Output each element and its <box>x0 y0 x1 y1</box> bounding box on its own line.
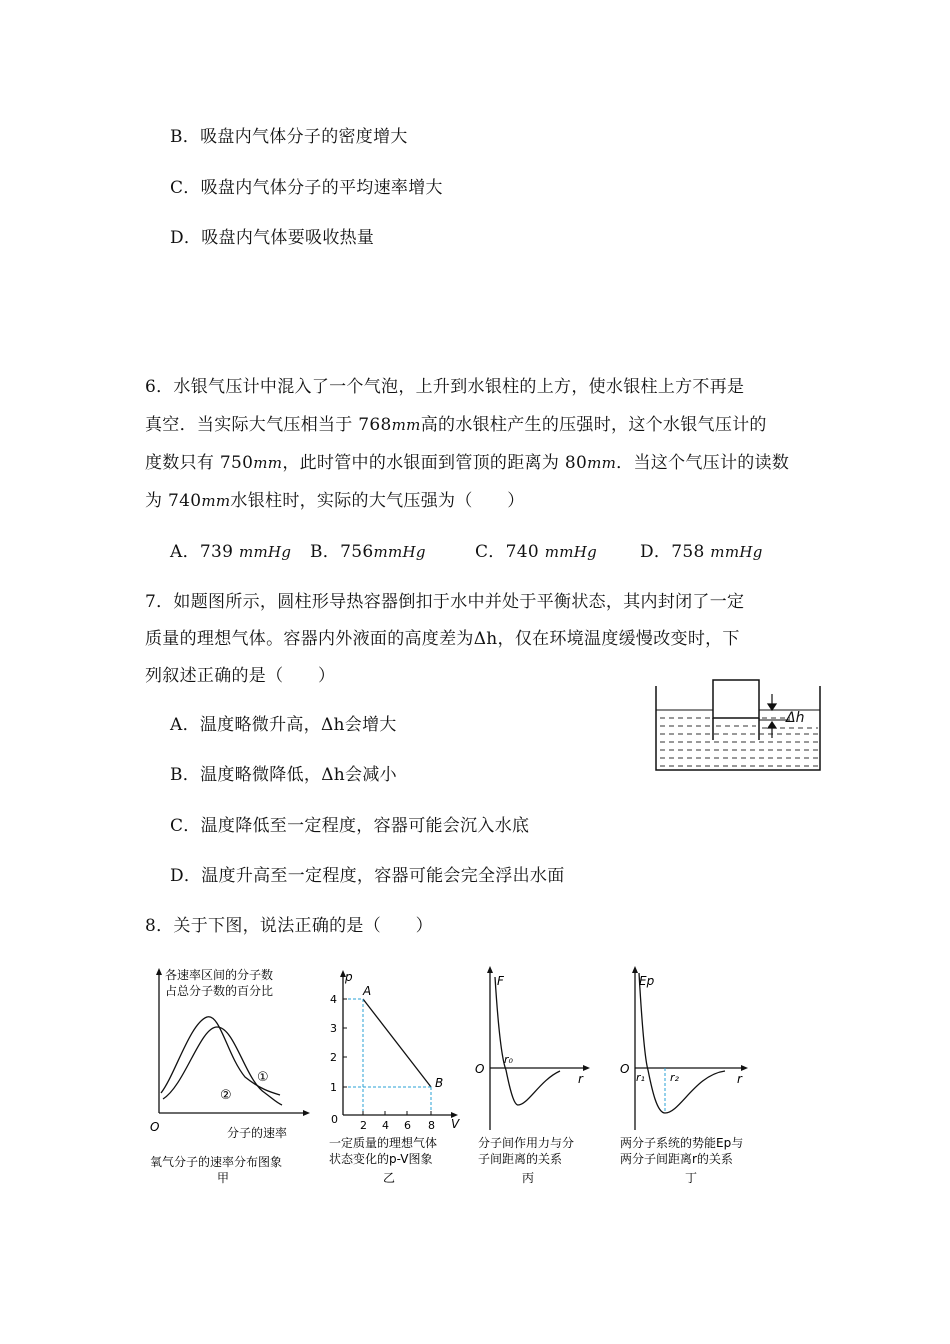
yi-ytick-2: 2 <box>330 1051 337 1064</box>
yi-caption-2: 状态变化的p-V图象 <box>329 1152 433 1166</box>
q6-stem-line2: 真空．当实际大气压相当于 768mm高的水银柱产生的压强时，这个水银气压计的 <box>145 415 767 435</box>
ding-ylabel: Ep <box>639 974 655 988</box>
bing-xlabel: r <box>578 1072 583 1086</box>
q5-option-d: D．吸盘内气体要吸收热量 <box>170 228 375 248</box>
bing-caption-2: 子间距离的关系 <box>478 1152 563 1166</box>
yi-ytick-0: 0 <box>331 1113 338 1126</box>
yi-point-a: A <box>363 984 372 998</box>
q5-option-b: B．吸盘内气体分子的密度增大 <box>170 127 408 147</box>
ding-caption-2: 两分子间距离r的关系 <box>620 1152 733 1166</box>
q7-container-diagram <box>650 678 825 774</box>
q6-stem-line3: 度数只有 750mm，此时管中的水银面到管顶的距离为 80mm．当这个气压计的读数 <box>145 453 790 473</box>
jia-origin: O <box>150 1120 160 1134</box>
q7-option-a: A．温度略微升高，Δh会增大 <box>170 715 397 735</box>
yi-xtick-8: 8 <box>428 1119 435 1132</box>
figure-yi <box>325 965 465 1185</box>
q6-option-c: C．740 mmHg <box>475 542 598 562</box>
jia-caption: 氧气分子的速率分布图象 <box>150 1155 283 1169</box>
q6-stem-line1: 6．水银气压计中混入了一个气泡，上升到水银柱的上方，使水银柱上方不再是 <box>145 377 745 397</box>
yi-point-b: B <box>435 1076 444 1090</box>
yi-ylabel: p <box>345 970 353 984</box>
figure-bing <box>470 965 595 1185</box>
ding-caption-1: 两分子系统的势能Ep与 <box>620 1136 744 1150</box>
jia-xlabel: 分子的速率 <box>227 1126 288 1140</box>
q6-option-a: A．739 mmHg <box>170 542 292 562</box>
bing-caption-1: 分子间作用力与分 <box>478 1136 575 1150</box>
q6-stem-line4: 为 740mm水银柱时，实际的大气压强为（ ） <box>145 491 525 511</box>
yi-ytick-1: 1 <box>330 1081 337 1094</box>
yi-xtick-4: 4 <box>382 1119 389 1132</box>
q7-stem-line3: 列叙述正确的是（ ） <box>145 666 336 686</box>
bing-name: 丙 <box>522 1171 535 1185</box>
yi-ytick-4: 4 <box>330 993 337 1006</box>
q6-option-d: D．758 mmHg <box>640 542 763 562</box>
yi-ytick-3: 3 <box>330 1022 337 1035</box>
jia-name: 甲 <box>217 1171 230 1185</box>
ding-r1-label: r₁ <box>636 1071 645 1084</box>
q5-option-c: C．吸盘内气体分子的平均速率增大 <box>170 178 443 198</box>
ding-r2-label: r₂ <box>670 1071 679 1084</box>
yi-xtick-6: 6 <box>404 1119 411 1132</box>
jia-ylabel-1: 各速率区间的分子数 <box>165 968 274 982</box>
q7-option-b: B．温度略微降低，Δh会减小 <box>170 765 397 785</box>
q7-option-d: D．温度升高至一定程度，容器可能会完全浮出水面 <box>170 866 565 886</box>
ding-origin: O <box>620 1062 630 1076</box>
q7-stem-line2: 质量的理想气体。容器内外液面的高度差为Δh，仅在环境温度缓慢改变时，下 <box>145 629 740 649</box>
q7-option-c: C．温度降低至一定程度，容器可能会沉入水底 <box>170 816 530 836</box>
yi-process-line <box>363 999 431 1087</box>
ding-xlabel: r <box>737 1072 742 1086</box>
q8-stem: 8．关于下图，说法正确的是（ ） <box>145 916 433 936</box>
q6-option-b: B．756mmHg <box>310 542 426 562</box>
yi-name: 乙 <box>383 1171 396 1185</box>
yi-xlabel: V <box>451 1117 460 1131</box>
yi-xtick-2: 2 <box>360 1119 367 1132</box>
bing-ylabel: F <box>497 974 504 988</box>
q7-delta-h-label: Δh <box>786 710 805 726</box>
ding-name: 丁 <box>685 1171 698 1185</box>
figure-jia <box>145 965 315 1185</box>
bing-r0-label: r₀ <box>504 1053 513 1066</box>
jia-curve-1-label: ① <box>257 1070 269 1085</box>
bing-origin: O <box>475 1062 485 1076</box>
q7-stem-line1: 7．如题图所示，圆柱形导热容器倒扣于水中并处于平衡状态，其内封闭了一定 <box>145 592 745 612</box>
figure-ding <box>615 965 765 1185</box>
jia-ylabel-2: 占总分子数的百分比 <box>165 984 274 998</box>
yi-caption-1: 一定质量的理想气体 <box>329 1136 438 1150</box>
jia-curve-2-label: ② <box>220 1088 232 1103</box>
